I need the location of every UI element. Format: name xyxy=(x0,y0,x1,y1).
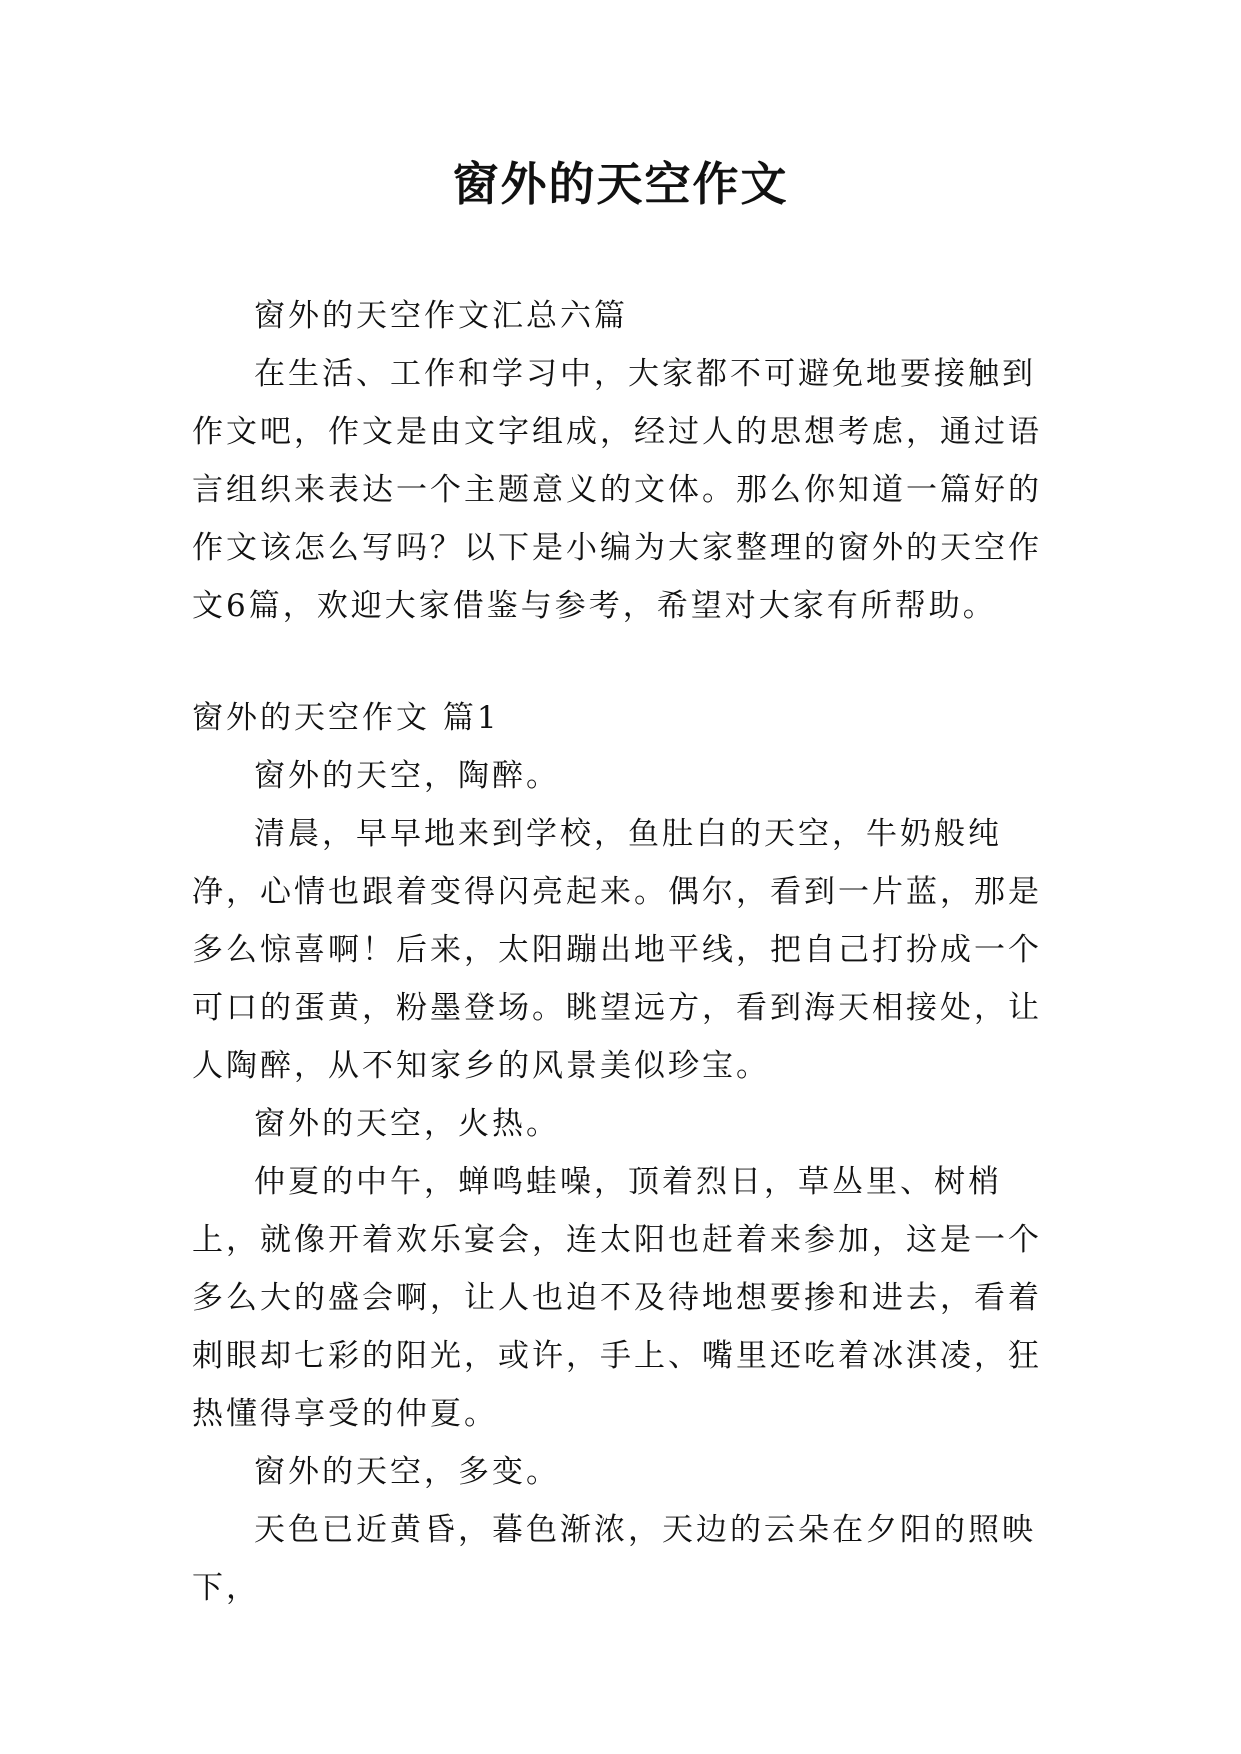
paragraph-6: 天色已近黄昏，暮色渐浓，天边的云朵在夕阳的照映下， xyxy=(192,1512,1036,1606)
paragraph-4: 仲夏的中午，蝉鸣蛙噪，顶着烈日，草丛里、树梢上，就像开着欢乐宴会，连太阳也赶着来参加，这是一个多么大的盛会啊，让人也迫不及待地想要掺和进去，看着刺眼却七彩的阳光，或许，手上、嘴里还吃着冰淇凌，狂热懂得享受的仲夏。 xyxy=(192,1164,1042,1432)
paragraph-1: 窗外的天空，陶醉。 xyxy=(254,758,560,794)
paragraph-3: 窗外的天空，火热。 xyxy=(254,1106,560,1142)
document-body xyxy=(192,287,1058,1617)
document-subtitle: 窗外的天空作文汇总六篇 xyxy=(254,298,628,334)
paragraph-5: 窗外的天空，多变。 xyxy=(254,1454,560,1490)
document-title: 窗外的天空作文 xyxy=(452,157,789,211)
paragraph-2: 清晨，早早地来到学校，鱼肚白的天空，牛奶般纯净，心情也跟着变得闪亮起来。偶尔，看到一片蓝，那是多么惊喜啊！后来，太阳蹦出地平线，把自己打扮成一个可口的蛋黄，粉墨登场。眺望远方，看到海天相接处，让人陶醉，从不知家乡的风景美似珍宝。 xyxy=(192,816,1042,1084)
intro-paragraph: 在生活、工作和学习中，大家都不可避免地要接触到作文吧，作文是由文字组成，经过人的思想考虑，通过语言组织来表达一个主题意义的文体。那么你知道一篇好的作文该怎么写吗？以下是小编为大家整理的窗外的天空作文6篇，欢迎大家借鉴与参考，希望对大家有所帮助。 xyxy=(192,356,1042,624)
section-heading: 窗外的天空作文 篇1 xyxy=(192,700,500,736)
